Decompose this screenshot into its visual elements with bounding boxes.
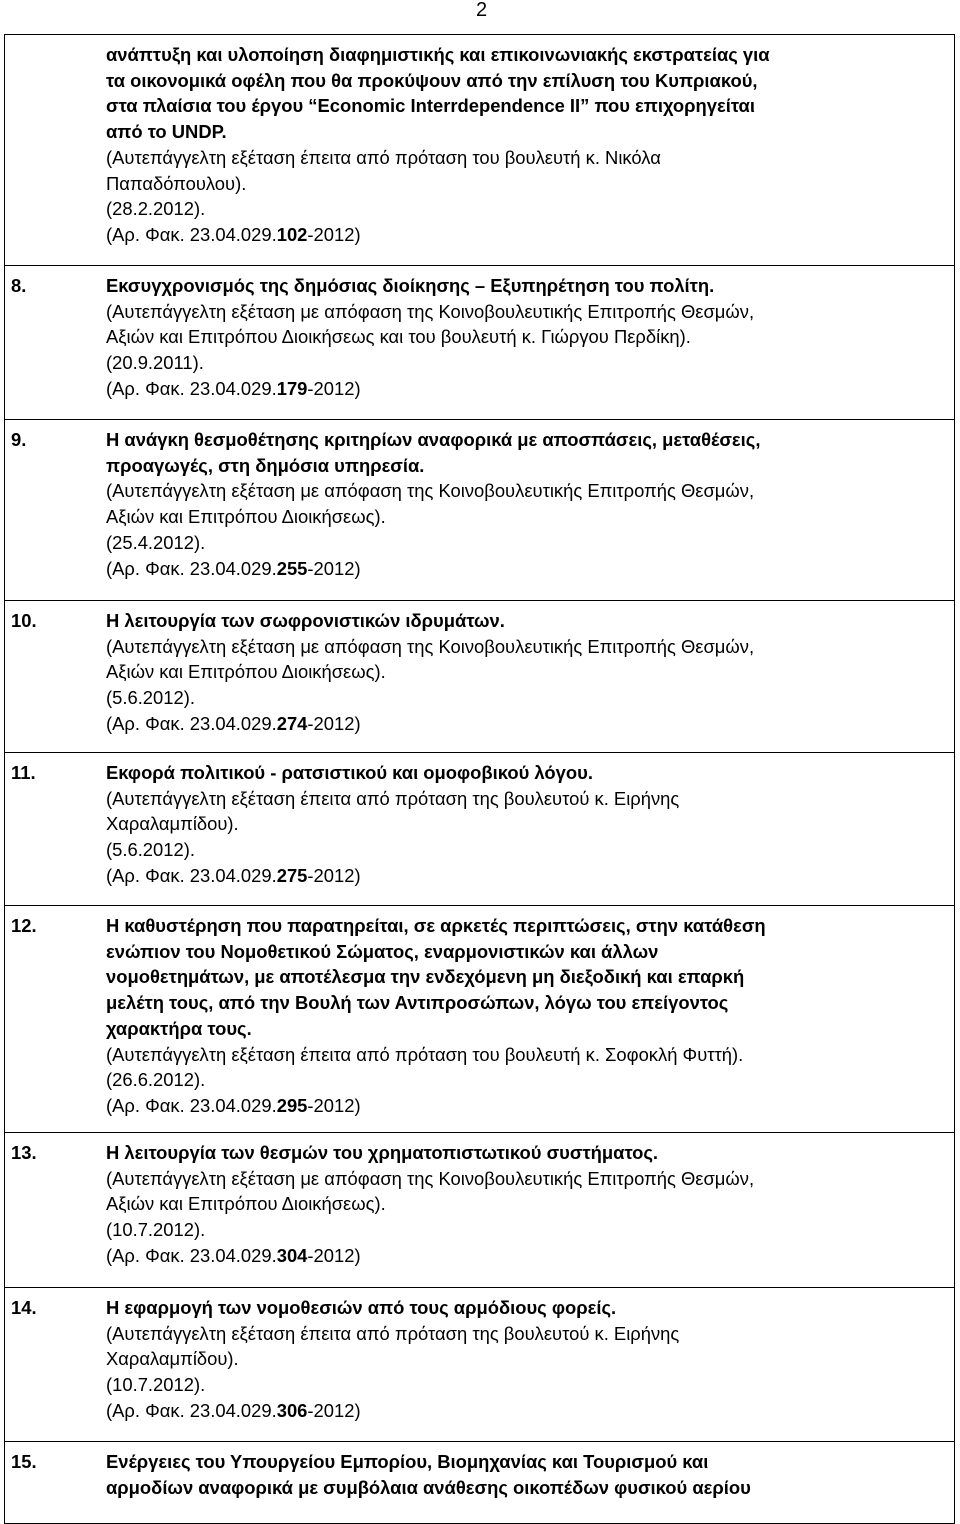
item-file-reference <box>106 1093 946 1119</box>
item-note-line: Αξιών και Επιτρόπου Διοικήσεως). <box>106 661 386 683</box>
item-note-line: (Αυτεπάγγελτη εξέταση έπειτα από πρόταση του βουλευτή κ. Νικόλα <box>106 146 661 168</box>
item-date: (5.6.2012). <box>106 687 195 709</box>
item-content <box>106 760 946 889</box>
item-number: 14. <box>11 1297 37 1318</box>
item-note-line: (Αυτεπάγγελτη εξέταση έπειτα από πρόταση του βουλευτή κ. Σοφοκλή Φυττή). <box>106 1043 744 1065</box>
item-title-line: Εκφορά πολιτικού - ρατσιστικού και ομοφοβικού λόγου. <box>106 762 593 783</box>
agenda-item <box>5 600 954 734</box>
file-ref-suffix: -2012) <box>307 1094 361 1116</box>
item-file-reference <box>106 863 946 889</box>
agenda-item <box>5 265 954 399</box>
item-number: 11. <box>11 762 36 783</box>
file-ref-prefix: (Αρ. Φακ. 23.04.029. <box>106 223 277 245</box>
item-file-reference <box>106 376 946 402</box>
item-title-line: χαρακτήρα τους. <box>106 1017 252 1039</box>
item-date: (10.7.2012). <box>106 1374 206 1396</box>
item-title-line: Η ανάγκη θεσμοθέτησης κριτηρίων αναφορικά με αποσπάσεις, μεταθέσεις, <box>106 429 761 450</box>
item-title-line: Εκσυγχρονισμός της δημόσιας διοίκησης – Εξυπηρέτηση του πολίτη. <box>106 275 715 296</box>
item-title-line: αρμοδίων αναφορικά με συμβόλαια ανάθεσης οικοπέδων φυσικού αερίου <box>106 1476 751 1498</box>
item-title-line: από το UNDP. <box>106 121 227 143</box>
file-ref-suffix: -2012) <box>307 864 361 886</box>
item-title-line: Η καθυστέρηση που παρατηρείται, σε αρκετές περιπτώσεις, στην κατάθεση <box>106 915 766 936</box>
item-title-line: στα πλαίσια του έργου “Economic Interrdependence II” που επιχορηγείται <box>106 95 755 117</box>
file-ref-suffix: -2012) <box>307 377 361 399</box>
agenda-item <box>5 419 954 579</box>
item-number: 10. <box>11 610 37 631</box>
item-number: 13. <box>11 1142 37 1163</box>
file-ref-prefix: (Αρ. Φακ. 23.04.029. <box>106 864 277 886</box>
item-note-line: Αξιών και Επιτρόπου Διοικήσεως). <box>106 506 386 528</box>
item-title-line: τα οικονομικά οφέλη που θα προκύψουν από την επίλυση του Κυπριακού, <box>106 69 758 91</box>
item-file-reference <box>106 1243 946 1269</box>
item-title-line: Η λειτουργία των σωφρονιστικών ιδρυμάτων. <box>106 610 505 631</box>
file-ref-number: 295 <box>276 1094 308 1116</box>
file-ref-suffix: -2012) <box>307 1244 361 1266</box>
item-content <box>106 427 946 581</box>
file-ref-prefix: (Αρ. Φακ. 23.04.029. <box>106 557 277 579</box>
item-date: (28.2.2012). <box>106 198 206 220</box>
item-file-reference <box>106 711 946 737</box>
file-ref-suffix: -2012) <box>307 223 361 245</box>
item-file-reference <box>106 556 946 582</box>
item-content <box>106 913 946 1119</box>
item-note-line: Χαραλαμπίδου). <box>106 813 239 835</box>
item-content <box>106 1449 946 1500</box>
agenda-item <box>5 1287 954 1421</box>
item-note-line: (Αυτεπάγγελτη εξέταση έπειτα από πρόταση της βουλευτού κ. Ειρήνης <box>106 1322 680 1344</box>
item-title-line: Ενέργειες του Υπουργείου Εμπορίου, Βιομηχανίας και Τουρισμού και <box>106 1451 709 1472</box>
item-date: (26.6.2012). <box>106 1069 206 1091</box>
item-file-reference <box>106 1398 946 1424</box>
item-title-line: νομοθετημάτων, με αποτέλεσμα την ενδεχόμενη μη διεξοδική και επαρκή <box>106 966 745 988</box>
item-date: (5.6.2012). <box>106 839 195 861</box>
file-ref-prefix: (Αρ. Φακ. 23.04.029. <box>106 1094 277 1116</box>
agenda-item <box>5 905 954 1116</box>
item-title-line: ενώπιον του Νομοθετικού Σώματος, εναρμονιστικών και άλλων <box>106 940 659 962</box>
file-ref-suffix: -2012) <box>307 1399 361 1421</box>
file-ref-suffix: -2012) <box>307 712 361 734</box>
file-ref-number: 255 <box>276 557 308 579</box>
item-content <box>106 1140 946 1269</box>
file-ref-number: 179 <box>276 377 308 399</box>
item-note-line: Αξιών και Επιτρόπου Διοικήσεως και του βουλευτή κ. Γιώργου Περδίκη). <box>106 326 691 348</box>
file-ref-number: 102 <box>276 223 308 245</box>
file-ref-prefix: (Αρ. Φακ. 23.04.029. <box>106 1399 277 1421</box>
item-note-line: (Αυτεπάγγελτη εξέταση με απόφαση της Κοινοβουλευτικής Επιτροπής Θεσμών, <box>106 480 755 502</box>
file-ref-number: 275 <box>276 864 308 886</box>
item-date: (20.9.2011). <box>106 352 204 374</box>
agenda-table <box>4 34 955 1524</box>
file-ref-suffix: -2012) <box>307 557 361 579</box>
item-content <box>106 42 946 248</box>
item-number: 8. <box>11 275 27 296</box>
item-content <box>106 608 946 737</box>
item-content <box>106 273 946 402</box>
file-ref-prefix: (Αρ. Φακ. 23.04.029. <box>106 712 277 734</box>
item-title-line: Η λειτουργία των θεσμών του χρηματοπιστωτικού συστήματος. <box>106 1142 659 1163</box>
agenda-item <box>5 752 954 886</box>
item-content <box>106 1295 946 1424</box>
item-note-line: Χαραλαμπίδου). <box>106 1348 239 1370</box>
item-title-line: μελέτη τους, από την Βουλή των Αντιπροσώπων, λόγω του επείγοντος <box>106 992 729 1014</box>
item-note-line: Αξιών και Επιτρόπου Διοικήσεως). <box>106 1193 386 1215</box>
item-title-line: προαγωγές, στη δημόσια υπηρεσία. <box>106 454 425 476</box>
item-note-line: (Αυτεπάγγελτη εξέταση με απόφαση της Κοινοβουλευτικής Επιτροπής Θεσμών, <box>106 1167 755 1189</box>
item-note-line: (Αυτεπάγγελτη εξέταση με απόφαση της Κοινοβουλευτικής Επιτροπής Θεσμών, <box>106 635 755 657</box>
item-number: 9. <box>11 429 27 450</box>
file-ref-prefix: (Αρ. Φακ. 23.04.029. <box>106 377 277 399</box>
item-title-line: ανάπτυξη και υλοποίηση διαφημιστικής και επικοινωνιακής εκστρατείας για <box>106 44 770 65</box>
agenda-item <box>5 1441 954 1498</box>
item-date: (25.4.2012). <box>106 531 206 553</box>
item-title-line: Η εφαρμογή των νομοθεσιών από τους αρμόδιους φορείς. <box>106 1297 617 1318</box>
agenda-item <box>5 1132 954 1266</box>
item-note-line: (Αυτεπάγγελτη εξέταση έπειτα από πρόταση της βουλευτού κ. Ειρήνης <box>106 787 680 809</box>
file-ref-prefix: (Αρ. Φακ. 23.04.029. <box>106 1244 277 1266</box>
item-note-line: Παπαδόπουλου). <box>106 172 247 194</box>
file-ref-number: 274 <box>276 712 308 734</box>
item-number: 15. <box>11 1451 37 1472</box>
file-ref-number: 306 <box>276 1399 308 1421</box>
item-number: 12. <box>11 915 37 936</box>
item-date: (10.7.2012). <box>106 1219 206 1241</box>
item-file-reference <box>106 222 946 248</box>
file-ref-number: 304 <box>276 1244 308 1266</box>
item-note-line: (Αυτεπάγγελτη εξέταση με απόφαση της Κοινοβουλευτικής Επιτροπής Θεσμών, <box>106 300 755 322</box>
page-number: 2 <box>476 0 488 21</box>
